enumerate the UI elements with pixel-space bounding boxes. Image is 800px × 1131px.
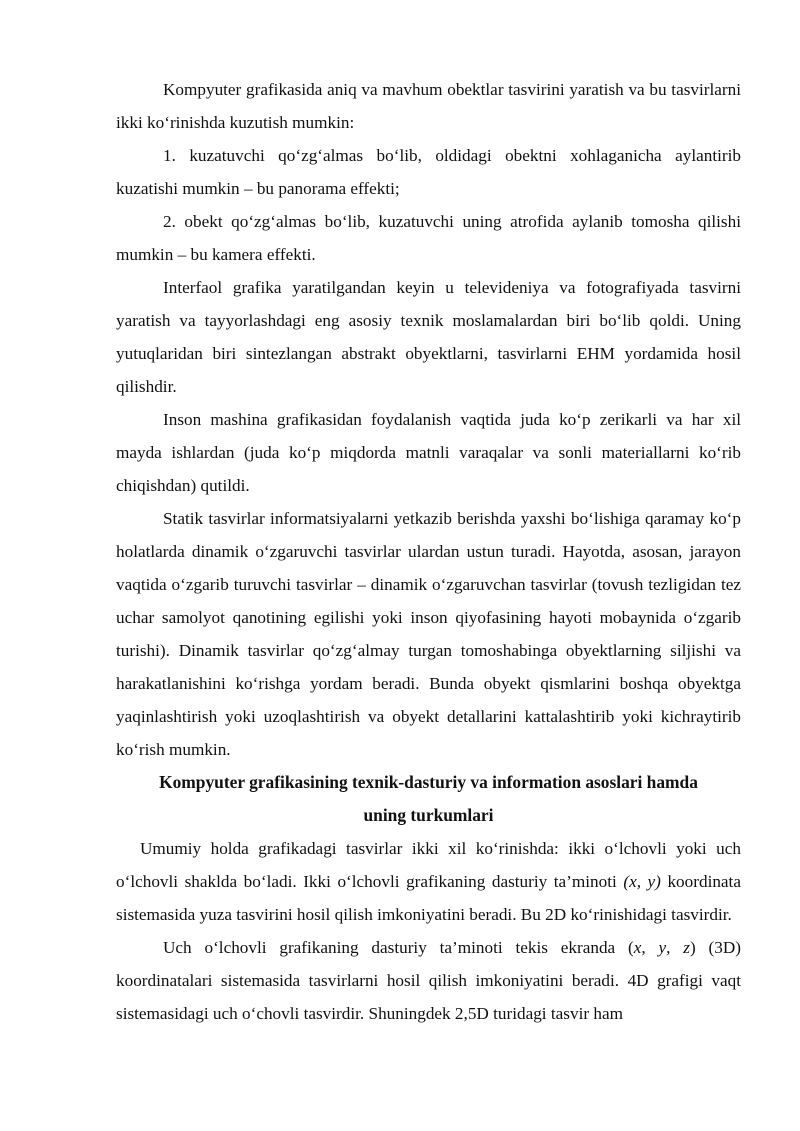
document-page [116, 73, 741, 1030]
paragraph: Inson mashina grafikasidan foydalanish vaqtida juda ko‘p zerikarli va har xil mayda ishlardan (juda ko‘p miqdorda matnli varaqalar va sonli materiallarni ko‘rib chiqishdan) qutildi. [116, 410, 741, 495]
text-run: koordinata sistemasida yuza tasvirini hosil qilish imkoniyatini beradi. Bu 2D ko‘rinishidagi tasvirdir. [116, 872, 741, 924]
coordinate-z: z [683, 938, 690, 957]
text-run: Umumiy holda grafikadagi tasvirlar ikki xil ko‘rinishda: ikki o‘lchovli yoki uch o‘lchovli shaklda bo‘ladi. Ikki o‘lchovli grafikaning dasturiy ta’minoti [116, 839, 741, 891]
text-run: , [641, 938, 659, 957]
section-heading-line-2: uning turkumlari [363, 805, 494, 825]
section-heading [116, 766, 741, 832]
paragraph: Statik tasvirlar informatsiyalarni yetkazib berishda yaxshi bo‘lishiga qaramay ko‘p holatlarda dinamik o‘zgaruvchi tasvirlar ulardan ustun turadi. Hayotda, asosan, jarayon vaqtida o‘zgarib turuvchi tasvirlar – dinamik o‘zgaruvchan tasvirlar (tovush tezligidan tez uchar samolyot qanotining egilishi yoki inson qiyofasining hayoti mobaynida o‘zgarib turishi). Dinamik tasvirlar qo‘zg‘almay turgan tomoshabinga obyektlarning siljishi va harakatlanishini ko‘rishga yordam beradi. Bunda obyekt qismlarini boshqa obyektga yaqinlashtirish yoki uzoqlashtirish va obyekt detallarini kattalashtirib yoki kichraytirib ko‘rish mumkin. [116, 509, 741, 759]
section-heading-line-1: Kompyuter grafikasining texnik-dasturiy va information asoslari hamda [159, 772, 698, 792]
list-item: 1. kuzatuvchi qo‘zg‘almas bo‘lib, oldidagi obektni xohlaganicha aylantirib kuzatishi mumkin – bu panorama effekti; [116, 146, 741, 198]
paragraph [116, 931, 741, 1030]
paragraph: Interfaol grafika yaratilgandan keyin u televideniya va fotografiyada tasvirni yaratish va tayyorlashdagi eng asosiy texnik moslamalardan biri bo‘lib qoldi. Uning yutuqlaridan biri sintezlangan abstrakt obyektlarni, tasvirlarni EHM yordamida hosil qilishdir. [116, 278, 741, 396]
text-run: Uch o‘lchovli grafikaning dasturiy ta’minoti tekis ekranda ( [163, 938, 634, 957]
list-item: 2. obekt qo‘zg‘almas bo‘lib, kuzatuvchi uning atrofida aylanib tomosha qilishi mumkin – bu kamera effekti. [116, 212, 741, 264]
paragraph [116, 832, 741, 931]
text-run: , [666, 938, 684, 957]
coordinate-x: x [633, 938, 642, 957]
coordinate-y: y [658, 938, 667, 957]
coordinate-notation: (x, y) [623, 872, 661, 891]
text-run: ) (3D) koordinatalari sistemasida tasvirlarni hosil qilish imkoniyatini beradi. 4D grafigi vaqt sistemasidagi uch o‘chovli tasvirdir. Shuningdek 2,5D turidagi tasvir ham [116, 938, 742, 1023]
paragraph: Kompyuter grafikasida aniq va mavhum obektlar tasvirini yaratish va bu tasvirlarni ikki ko‘rinishda kuzutish mumkin: [116, 80, 741, 132]
